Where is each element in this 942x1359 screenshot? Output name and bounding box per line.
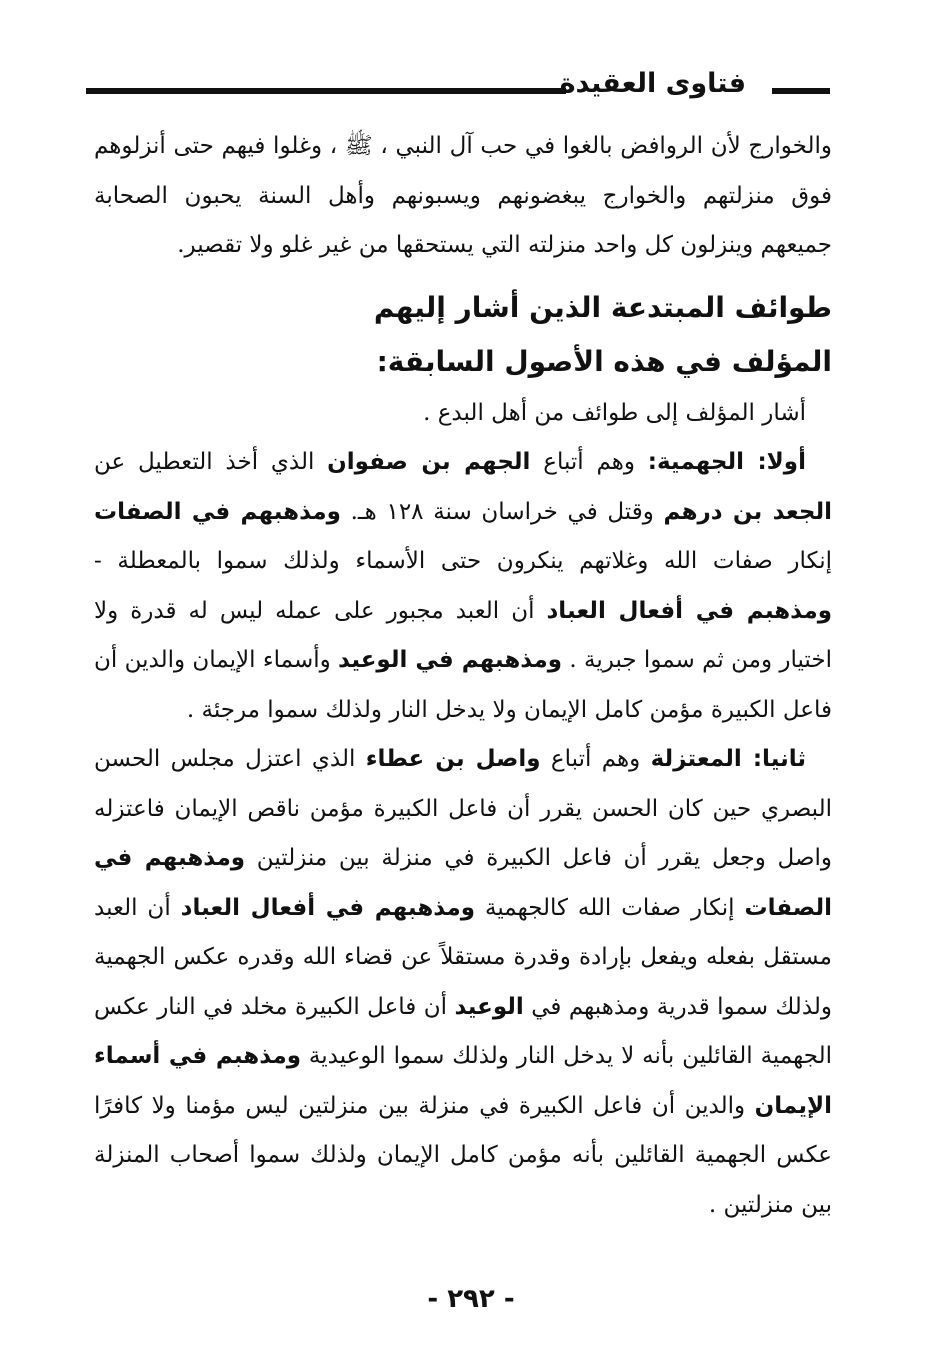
- header-rule-long: [86, 88, 566, 94]
- paragraph-jahmiyya: [94, 438, 832, 735]
- jahm-name: الجهم بن صفوان: [327, 449, 531, 475]
- section-heading-line-1: طوائف المبتدعة الذين أشار إليهم: [373, 290, 832, 324]
- mutazila-text-4: أن العبد مستقل بفعله ويفعل بإرادة وقدرة مستقلاً عن قضاء الله وقدره عكس الجهمية ولذلك سموا قدرية ومذهبهم في: [94, 894, 833, 1020]
- jahmiyya-deeds-term: ومذهبم في أفعال العباد: [546, 597, 832, 624]
- section-heading-line-2: المؤلف في هذه الأصول السابقة:: [376, 344, 832, 378]
- jahmiyya-text-4: إنكار صفات الله وغلاتهم ينكرون حتى الأسماء ولذلك سموا بالمعطلة -: [94, 548, 832, 574]
- jahmiyya-label: أولا: الجهمية:: [647, 449, 806, 475]
- jahmiyya-text-5: أن العبد مجبور على عمله ليس له قدرة ولا اختيار ومن ثم سموا جبرية .: [94, 597, 832, 673]
- mutazila-text-6: والدين أن فاعل الكبيرة في منزلة بين منزلتين ليس مؤمنا ولا كافرًا عكس الجهمية القائلين بأنه مؤمن كامل الإيمان ولذلك سموا أصحاب المنزلة بين منزلتين .: [94, 1092, 832, 1218]
- paragraph-continuation: والخوارج لأن الروافض بالغوا في حب آل النبي ، ﷺ ، وغلوا فيهم حتى أنزلوهم فوق منزلتهم والخوارج يبغضونهم ويسبونهم وأهل السنة يحبون الصحابة جميعهم وينزلون كل واحد منزلته التي يستحقها من غير غلو ولا تقصير.: [94, 133, 832, 258]
- page-body: [94, 122, 832, 1230]
- page-header: [86, 66, 830, 110]
- mutazila-faith-term: ومذهبم في أسماء الإيمان: [94, 1043, 832, 1119]
- mutazila-text-3: إنكار صفات الله كالجهمية: [475, 894, 745, 921]
- running-title: فتاوى العقيدة: [559, 68, 746, 99]
- jahmiyya-attributes-term: ومذهبهم في الصفات: [94, 498, 341, 525]
- mutazila-text-2: الذي اعتزل مجلس الحسن البصري حين كان الحسن يقرر أن فاعل الكبيرة مؤمن ناقص الإيمان فاعتزله واصل وجعل يقرر أن فاعل الكبيرة في منزلة بين منزلتين: [94, 746, 832, 871]
- jahmiyya-text-2: الذي أخذ التعطيل عن: [94, 449, 328, 475]
- mutazila-label: ثانيا: المعتزلة: [650, 746, 806, 772]
- mutazila-threat-term: الوعيد: [454, 993, 524, 1020]
- jahmiyya-threat-term: ومذهبهم في الوعيد: [338, 647, 563, 673]
- jahmiyya-text-3: وقتل في خراسان سنة ١٢٨ هـ.: [340, 498, 664, 525]
- jahmiyya-text-1: وهم أتباع: [530, 449, 648, 475]
- mutazila-deeds-term: ومذهبهم في أفعال العباد: [180, 894, 476, 921]
- wasil-name: واصل بن عطاء: [365, 746, 541, 772]
- header-rule-short: [772, 88, 830, 94]
- intro-paragraph: أشار المؤلف إلى طوائف من أهل البدع .: [423, 399, 806, 426]
- jahmiyya-text-6: وأسماء الإيمان والدين أن فاعل الكبيرة مؤمن كامل الإيمان ولا يدخل النار ولذلك سموا مرجئة .: [94, 647, 832, 723]
- jaad-name: الجعد بن درهم: [663, 498, 832, 525]
- paragraph-mutazila: [94, 735, 832, 1230]
- page-number: - ٢٩٢ -: [427, 1284, 515, 1314]
- mutazila-attributes-term: ومذهبهم في الصفات: [94, 845, 832, 921]
- mutazila-text-5: أن فاعل الكبيرة مخلد في النار عكس الجهمية القائلين بأنه لا يدخل النار ولذلك سموا الوعيدية: [94, 993, 832, 1069]
- mutazila-text-1: وهم أتباع: [540, 746, 651, 772]
- section-heading: [94, 281, 832, 389]
